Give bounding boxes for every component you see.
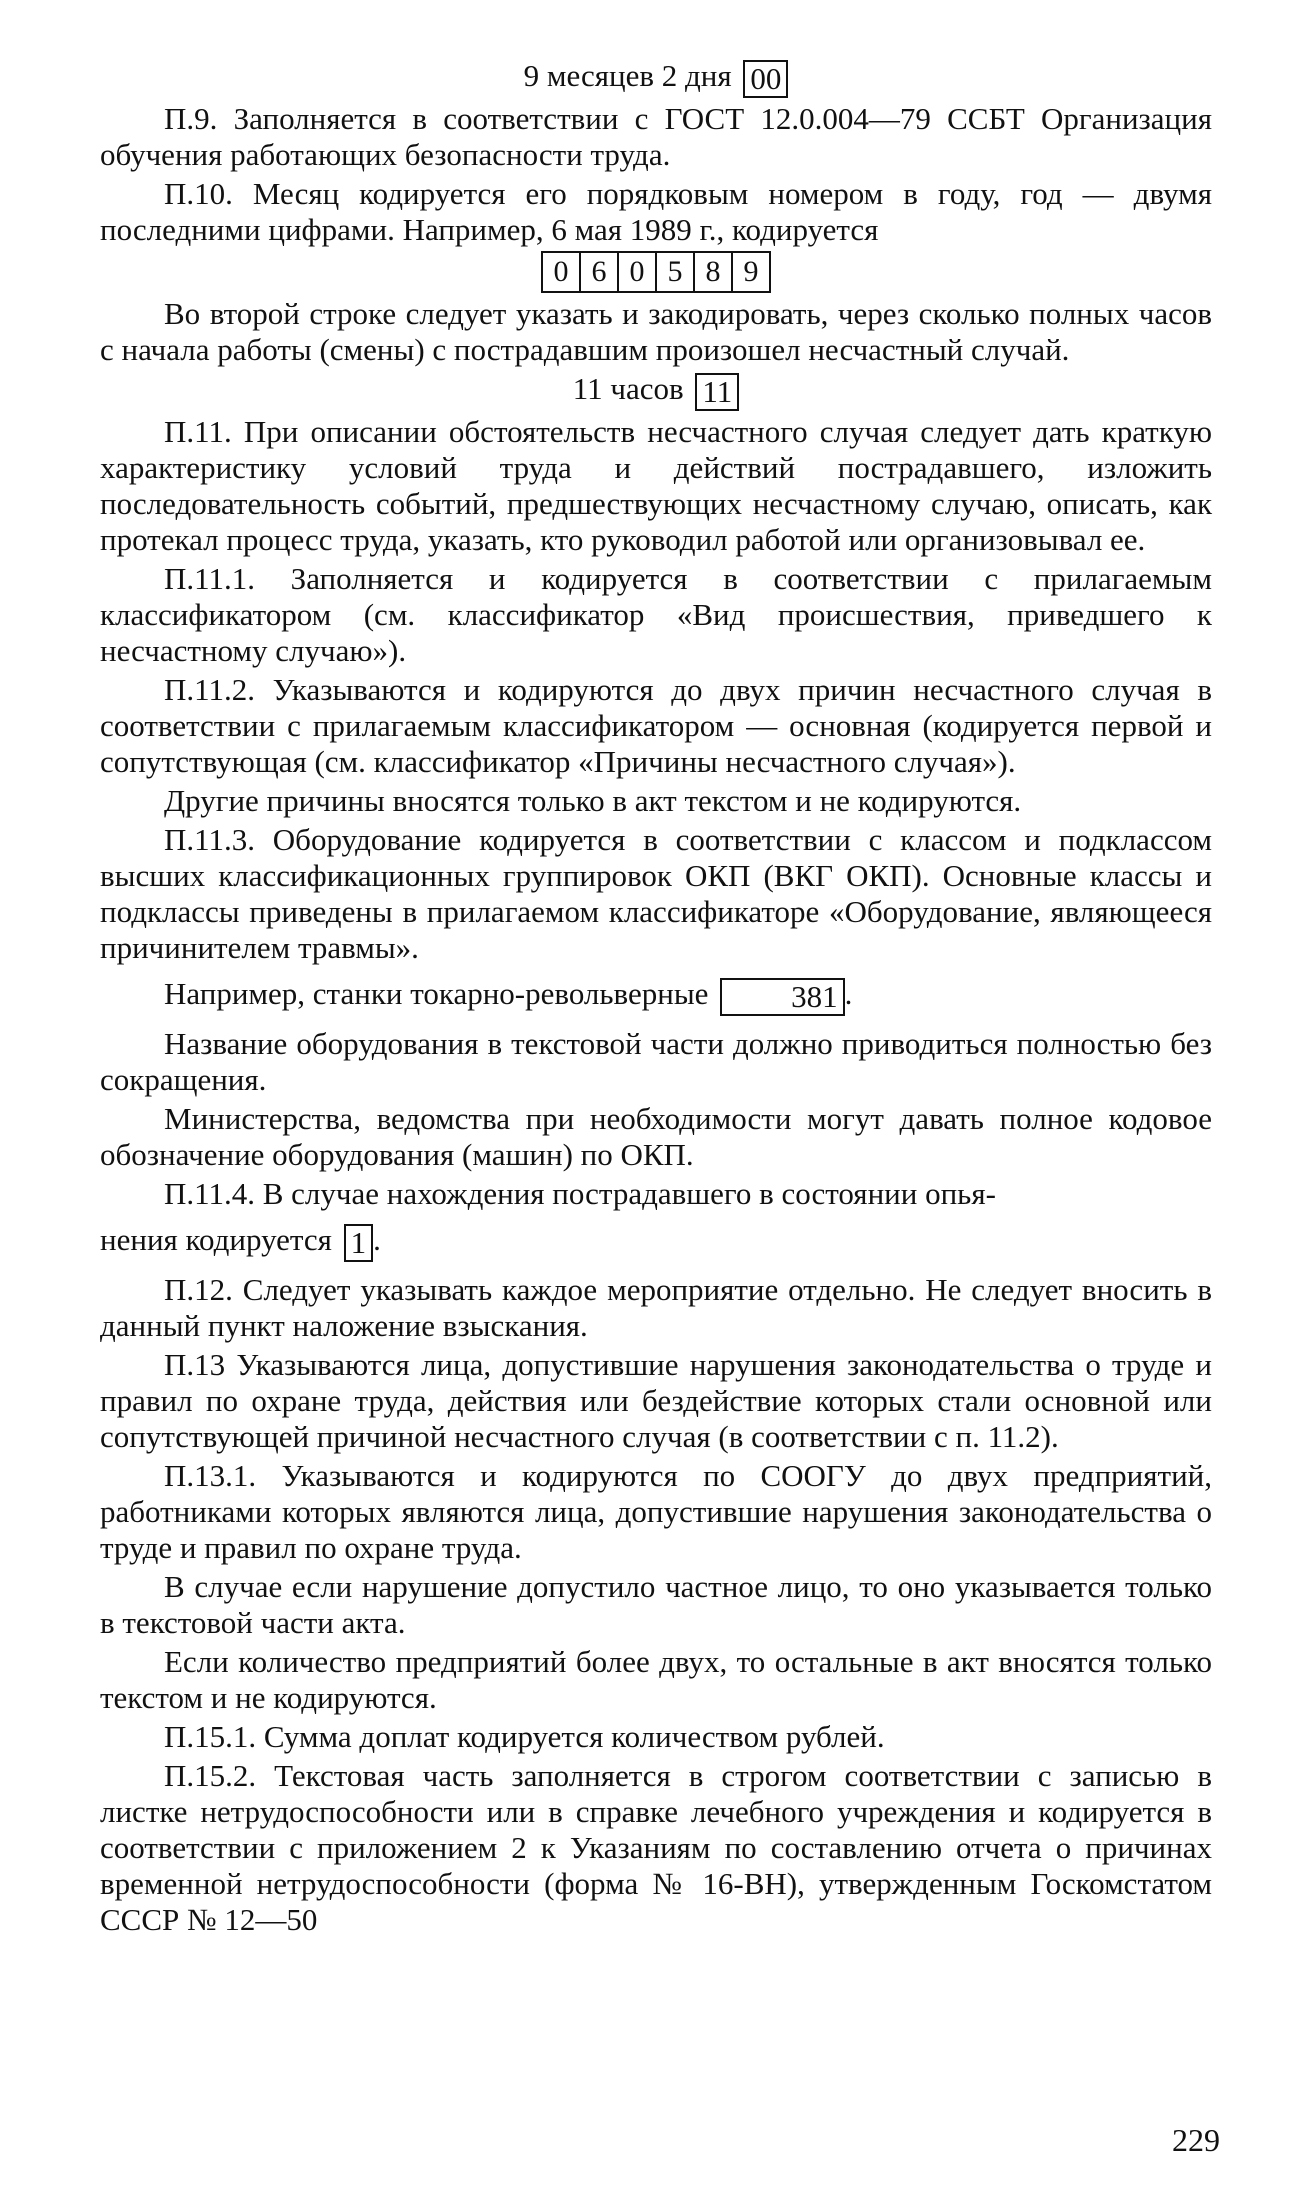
hours-example-text: 11 часов [572,370,684,406]
paragraph-p11-3c: Министерства, ведомства при необходимости могут давать полное кодовое обозначение оборудования (машин) по ОКП. [100,1100,1212,1172]
text-column [100,58,1212,1941]
paragraph-p12: П.12. Следует указывать каждое мероприятие отдельно. Не следует вносить в данный пункт наложение взыскания. [100,1271,1212,1343]
date-code-cell: 6 [581,253,619,291]
paragraph-p10b: Во второй строке следует указать и закодировать, через сколько полных часов с начала работы (смены) с пострадавшим произошел несчастный случай. [100,295,1212,367]
intoxication-code-box: 1 [344,1224,374,1262]
date-code-cell: 9 [743,254,759,288]
paragraph-p9: П.9. Заполняется в соответствии с ГОСТ 12.0.004—79 ССБТ Организация обучения работающих безопасности труда. [100,100,1212,172]
paragraph-p13-1: П.13.1. Указываются и кодируются по СООГУ до двух предприятий, работниками которых являются лица, допустившие нарушения законодательства о труде и правил по охране труда. [100,1457,1212,1565]
paragraph-p11-3b: Название оборудования в текстовой части должно приводиться полностью без сокращения. [100,1025,1212,1097]
duration-code-box: 00 [743,60,788,98]
hours-code-box: 11 [695,373,739,411]
hours-example-line [100,371,1212,411]
paragraph-p13-1b: В случае если нарушение допустило частное лицо, то оно указывается только в текстовой части акта. [100,1568,1212,1640]
paragraph-p11-4a: П.11.4. В случае нахождения пострадавшего в состоянии опья- [164,1175,996,1211]
date-code-cell: 0 [543,253,581,291]
date-code-cell: 8 [695,253,733,291]
date-code-cell: 0 [619,253,657,291]
intoxication-code-text: нения кодируется [100,1221,332,1257]
equipment-example-line [100,976,1212,1016]
duration-example-line [100,58,1212,98]
intoxication-code-line [100,1222,1212,1262]
paragraph-p11-3: П.11.3. Оборудование кодируется в соответствии с классом и подклассом высших классификационных группировок ОКП (ВКГ ОКП). Основные классы и подклассы приведены в прилагаемом классификаторе «Оборудование, являющееся причинителем травмы». [100,821,1212,965]
paragraph-p15-2: П.15.2. Текстовая часть заполняется в строгом соответствии с записью в листке нетрудоспособности или в справке лечебного учреждения и кодируется в соответствии с приложением 2 к Указаниям по составлению отчета о причинах временной нетрудоспособности (форма № 16-ВН), утвержденным Госкомстатом СССР № 12—50 [100,1757,1212,1937]
date-code-line [100,251,1212,293]
paragraph-p11: П.11. При описании обстоятельств несчастного случая следует дать краткую характеристику условий труда и действий пострадавшего, изложить последовательность событий, предшествующих несчастному случаю, описать, как протекал процесс труда, указать, кто руководил работой или организовывал ее. [100,413,1212,557]
intoxication-code-period: . [373,1221,381,1257]
paragraph-p11-1: П.11.1. Заполняется и кодируется в соответствии с прилагаемым классификатором (см. классификатор «Вид происшествия, приведшего к несчастному случаю»). [100,560,1212,668]
equipment-code-box: 381 [720,978,845,1016]
paragraph-p10: П.10. Месяц кодируется его порядковым номером в году, год — двумя последними цифрами. Например, 6 мая 1989 г., кодируется [100,175,1212,247]
date-code-cells [541,251,771,293]
duration-example-text: 9 месяцев 2 дня [523,58,732,93]
equipment-example-text: Например, станки токарно-револьверные [164,975,709,1011]
paragraph-p11-2: П.11.2. Указываются и кодируются до двух причин несчастного случая в соответствии с прилагаемым классификатором — основная (кодируется первой и сопутствующая (см. классификатор «Причины несчастного случая»). [100,671,1212,779]
equipment-example-period: . [844,975,853,1011]
paragraph-p11-2b: Другие причины вносятся только в акт текстом и не кодируются. [164,782,1022,818]
page-number: 229 [1172,2122,1220,2158]
date-code-cell: 5 [657,253,695,291]
paragraph-p13-1c: Если количество предприятий более двух, то остальные в акт вносятся только текстом и не кодируются. [100,1643,1212,1715]
paragraph-p15-1: П.15.1. Сумма доплат кодируется количеством рублей. [164,1718,885,1754]
paragraph-p13: П.13 Указываются лица, допустившие нарушения законодательства о труде и правил по охране труда, действия или бездействие которых стали основной или сопутствующей причиной несчастного случая (в соответствии с п. 11.2). [100,1346,1212,1454]
